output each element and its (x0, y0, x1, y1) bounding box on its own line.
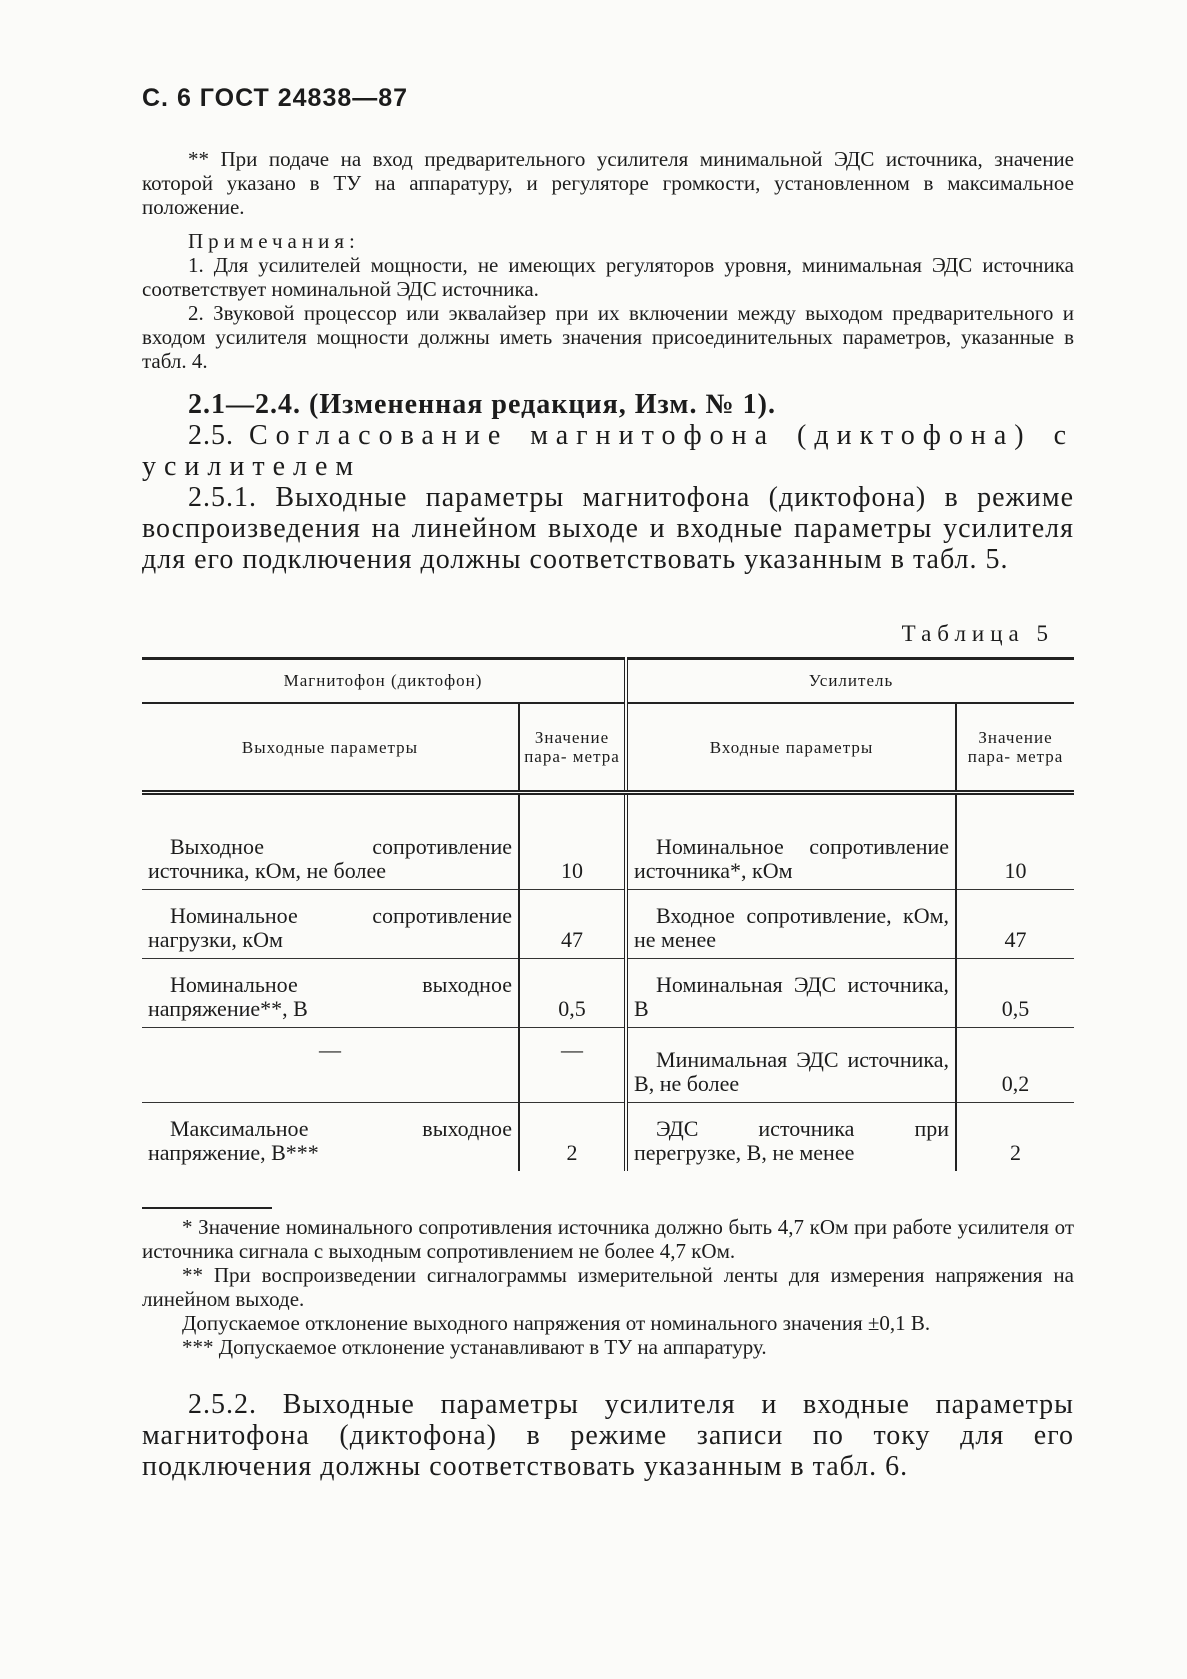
notes-title: Примечания: (188, 229, 360, 253)
note-1: 1. Для усилителей мощности, не имеющих регуляторов уровня, минимальная ЭДС источника соответствует номинальной ЭДС источника. (142, 253, 1074, 301)
group-header-recorder: Магнитофон (диктофон) (142, 659, 626, 704)
footnote-2: ** При воспроизведении сигналограммы измерительной ленты для измерения напряжения на линейном выходе. (142, 1263, 1074, 1311)
footnote-1: * Значение номинального сопротивления источника должно быть 4,7 кОм при работе усилителя от источника сигнала с выходным сопротивлением не более 4,7 кОм. (142, 1215, 1074, 1263)
output-param-cell: — (142, 1028, 519, 1103)
section-2-1-2-4: 2.1—2.4. (Измененная редакция, Изм. № 1). (188, 389, 776, 420)
table-row (142, 1103, 1074, 1172)
output-value-cell: 2 (519, 1103, 626, 1172)
input-param-cell: Номинальная ЭДС источника, В (626, 959, 956, 1028)
output-param-cell: Номинальное выходное напряжение**, В (142, 959, 519, 1028)
section-2-5-title: Согласование магнитофона (диктофона) с усилителем (142, 420, 1074, 482)
input-param-cell: Минимальная ЭДС источника, В, не более (626, 1028, 956, 1103)
table-row (142, 890, 1074, 959)
input-param-cell: Номинальное сопротивление источника*, кОм (626, 793, 956, 890)
output-value-cell: 0,5 (519, 959, 626, 1028)
col-header-value-right: Значение пара- метра (956, 703, 1074, 793)
section-2-5-heading (142, 420, 1074, 482)
section-2-5-2: 2.5.2. Выходные параметры усилителя и входные параметры магнитофона (диктофона) в режиме записи по току для его подключения должны соответствовать указанным в табл. 6. (142, 1389, 1074, 1482)
section-2-5-1: 2.5.1. Выходные параметры магнитофона (диктофона) в режиме воспроизведения на линейном выходе и входные параметры усилителя для его подключения должны соответствовать указанным в табл. 5. (142, 482, 1074, 575)
output-param-cell: Выходное сопротивление источника, кОм, не более (142, 793, 519, 890)
output-value-cell: 47 (519, 890, 626, 959)
footnote-3: *** Допускаемое отклонение устанавливают в ТУ на аппаратуру. (182, 1335, 767, 1359)
section-2-5-number: 2.5. (188, 420, 234, 451)
table-5 (142, 657, 1074, 1171)
input-param-cell: Входное сопротивление, кОм, не менее (626, 890, 956, 959)
input-value-cell: 2 (956, 1103, 1074, 1172)
table-row (142, 1028, 1074, 1103)
input-value-cell: 0,5 (956, 959, 1074, 1028)
footnote-divider (142, 1207, 272, 1209)
col-header-input-params: Входные параметры (626, 703, 956, 793)
input-value-cell: 0,2 (956, 1028, 1074, 1103)
output-value-cell: 10 (519, 793, 626, 890)
col-header-value-left: Значение пара- метра (519, 703, 626, 793)
input-value-cell: 47 (956, 890, 1074, 959)
input-param-cell: ЭДС источника при перегрузке, В, не менее (626, 1103, 956, 1172)
table-caption: Таблица 5 (901, 621, 1054, 646)
table-row (142, 959, 1074, 1028)
group-header-amplifier: Усилитель (626, 659, 1074, 704)
table-row (142, 793, 1074, 890)
output-param-cell: Максимальное выходное напряжение, В*** (148, 1116, 512, 1165)
note-2: 2. Звуковой процессор или эквалайзер при их включении между выходом предварительного и входом усилителя мощности должны иметь значения присоединительных параметров, указанные в табл. 4. (142, 301, 1074, 373)
footnote-2-tolerance: Допускаемое отклонение выходного напряжения от номинального значения ±0,1 В. (182, 1311, 931, 1335)
input-value-cell: 10 (956, 793, 1074, 890)
col-header-output-params: Выходные параметры (142, 703, 519, 793)
document-page (142, 84, 1074, 1482)
output-param-cell: Номинальное сопротивление нагрузки, кОм (142, 890, 519, 959)
output-value-cell: — (519, 1028, 626, 1103)
page-header: С. 6 ГОСТ 24838—87 (142, 84, 409, 112)
footnote-double-star-top: ** При подаче на вход предварительного усилителя минимальной ЭДС источника, значение которой указано в ТУ на аппаратуру, и регуляторе громкости, установленном в максимальное положение. (142, 147, 1074, 219)
